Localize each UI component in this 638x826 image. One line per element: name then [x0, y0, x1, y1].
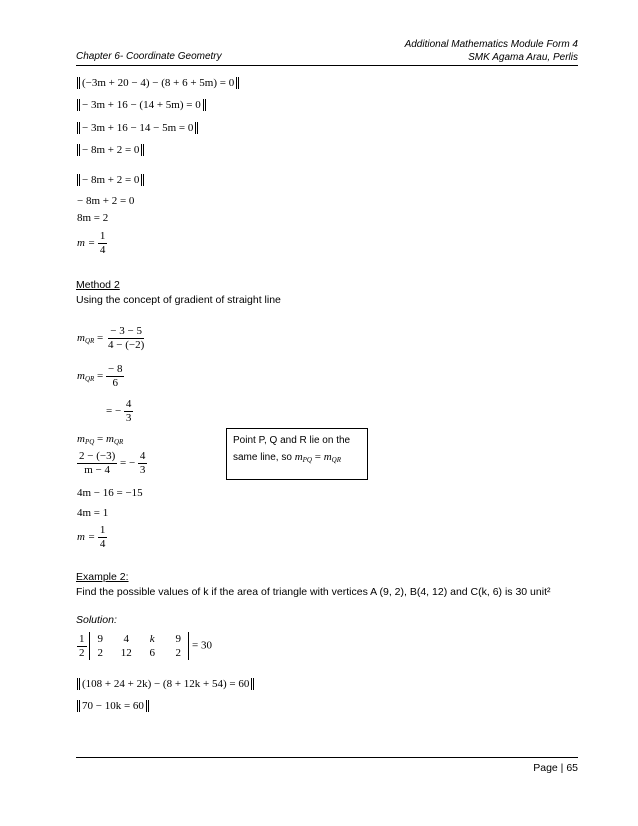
header-divider — [76, 65, 578, 66]
fraction-numerator: 1 — [99, 524, 106, 536]
matrix-cell: 12 — [120, 647, 132, 659]
equation-line: 4m = 1 — [77, 507, 109, 519]
chapter-title: Chapter 6- Coordinate Geometry — [76, 51, 222, 62]
method2-heading: Method 2 — [76, 279, 120, 291]
fraction-numerator: 1 — [79, 632, 85, 645]
note-formula — [295, 451, 341, 463]
equation-lhs: m = — [77, 531, 96, 544]
equation-line — [77, 524, 107, 551]
fraction-denominator: 6 — [112, 377, 118, 389]
fraction-numerator: 4 — [139, 450, 146, 462]
matrix-cell: 2 — [97, 647, 103, 659]
area-formula — [77, 632, 212, 660]
subscript: QR — [84, 337, 95, 346]
subscript: PQ — [302, 456, 312, 464]
variable: m — [77, 370, 85, 383]
matrix-row-bottom — [93, 646, 185, 660]
fraction — [77, 633, 87, 660]
note-text: Point P, Q and R lie on the — [233, 435, 351, 446]
fraction — [138, 450, 148, 477]
equals-sign: = − — [106, 405, 122, 418]
variable: m — [294, 451, 303, 463]
fraction-denominator: 4 — [99, 538, 106, 550]
note-text — [233, 449, 361, 468]
equation-text: − 8m + 2 = 0 — [77, 144, 144, 156]
equation-line — [77, 76, 239, 90]
matrix-cell: 4 — [123, 633, 129, 645]
equation-line — [106, 398, 133, 425]
equals-sign: = − — [119, 457, 136, 470]
matrix-cell: 6 — [149, 647, 155, 659]
equation-line — [77, 432, 123, 449]
fraction-numerator: 2 − (−3) — [79, 450, 116, 462]
school-name: SMK Agama Arau, Perlis — [468, 52, 578, 63]
footer-divider — [76, 757, 578, 758]
matrix-cell: k — [149, 633, 155, 645]
equation-text: (−3m + 20 − 4) − (8 + 6 + 5m) = 0 — [77, 77, 239, 89]
equation-line — [77, 699, 149, 713]
equation-line: 8m = 2 — [77, 212, 109, 224]
fraction-numerator: 4 — [125, 398, 132, 410]
fraction — [106, 363, 124, 390]
variable: m — [77, 332, 85, 345]
equation-line — [77, 363, 124, 390]
equation-text: (108 + 24 + 2k) − (8 + 12k + 54) = 60 — [77, 678, 254, 690]
matrix-cell: 9 — [175, 633, 181, 645]
coordinate-matrix — [89, 632, 189, 660]
matrix-row-top — [93, 632, 185, 646]
fraction-denominator: 3 — [139, 464, 146, 476]
page-number: Page | 65 — [533, 762, 578, 774]
equals-sign: = — [314, 451, 321, 463]
note-prefix: same line, so — [233, 452, 292, 463]
equation-text: − 3m + 16 − 14 − 5m = 0 — [77, 122, 198, 134]
equation-text: 70 − 10k = 60 — [77, 700, 149, 712]
variable: m — [77, 433, 85, 445]
subscript: QR — [84, 375, 95, 384]
subscript: QR — [113, 438, 124, 446]
equation-line — [77, 143, 144, 157]
page-header-right — [405, 38, 578, 64]
equals-sign: = — [97, 433, 104, 445]
example2-question: Find the possible values of k if the area of triangle with vertices A (9, 2), B(4, 12) and C(k, 6) is 30 unit² — [76, 586, 551, 598]
fraction-numerator: − 8 — [108, 363, 123, 375]
equation-line — [77, 450, 147, 477]
solution-label: Solution: — [76, 614, 117, 626]
subscript: QR — [331, 456, 342, 464]
note-box — [226, 428, 368, 480]
equation-line — [77, 325, 146, 352]
equation-line — [77, 173, 144, 187]
equation-line: 4m − 16 = −15 — [77, 487, 143, 499]
equation-text: − 8m + 2 = 0 — [77, 174, 144, 186]
variable: m — [323, 451, 332, 463]
equation-line — [77, 121, 198, 135]
fraction — [124, 398, 134, 425]
variable: m — [106, 433, 114, 445]
fraction-numerator: 1 — [99, 230, 106, 242]
subscript: PQ — [84, 438, 95, 446]
fraction — [98, 524, 108, 551]
matrix-cell: 9 — [97, 633, 103, 645]
equation-lhs: m = — [77, 237, 96, 250]
module-title: Additional Mathematics Module Form 4 — [404, 39, 578, 50]
method2-description: Using the concept of gradient of straight line — [76, 294, 281, 306]
fraction-denominator: 4 — [99, 244, 106, 256]
fraction — [106, 325, 146, 352]
fraction-denominator: 4 − (−2) — [108, 339, 145, 351]
equation-line — [77, 98, 206, 112]
equation-line: − 8m + 2 = 0 — [77, 195, 135, 207]
fraction-numerator: − 3 − 5 — [110, 325, 142, 337]
fraction-denominator: 2 — [79, 646, 85, 659]
equals-sign: = — [97, 370, 104, 383]
equation-line — [77, 230, 107, 257]
matrix-cell: 2 — [175, 647, 181, 659]
equation-line — [77, 677, 254, 691]
fraction — [98, 230, 108, 257]
fraction — [77, 450, 117, 477]
fraction-denominator: m − 4 — [84, 464, 110, 476]
equation-rhs: = 30 — [192, 639, 212, 652]
example2-heading: Example 2: — [76, 571, 129, 583]
fraction-denominator: 3 — [125, 412, 132, 424]
equals-sign: = — [97, 332, 104, 345]
equation-text: − 3m + 16 − (14 + 5m) = 0 — [77, 99, 206, 111]
